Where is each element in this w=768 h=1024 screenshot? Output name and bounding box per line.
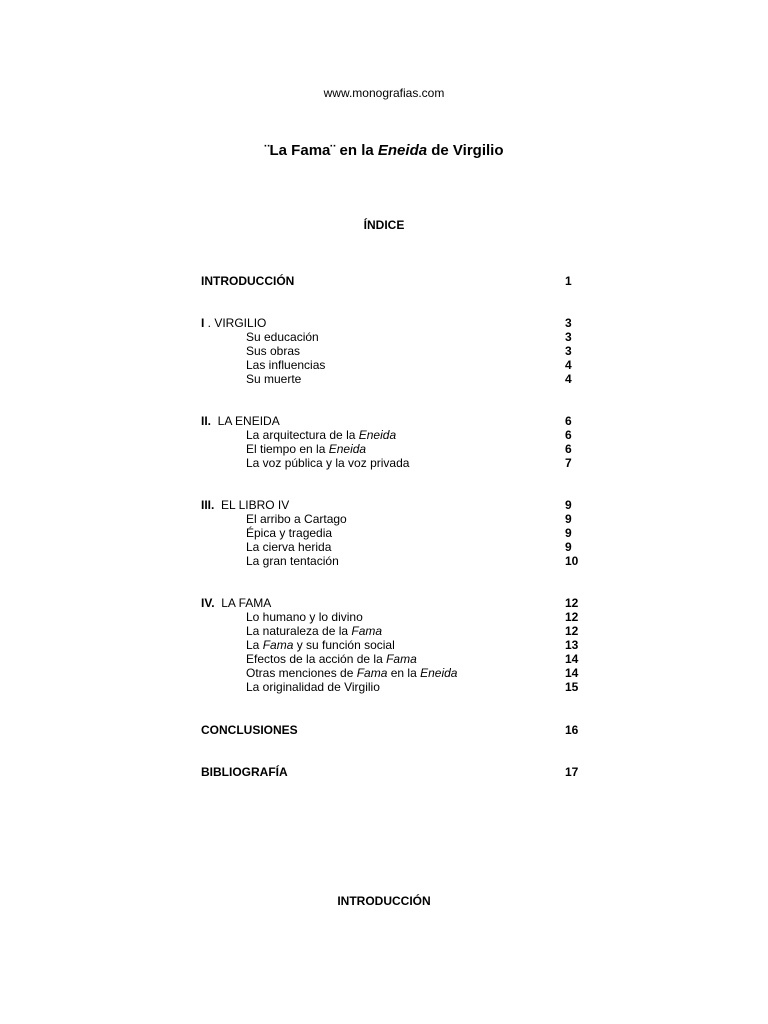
text-part: La arquitectura de la	[246, 428, 359, 442]
italic-part: Fama	[356, 666, 388, 680]
toc-subentry	[201, 456, 591, 470]
toc-subentry	[201, 330, 591, 344]
toc-entry-libro-iv	[201, 498, 591, 512]
toc-subentry	[201, 344, 591, 358]
toc-entry-page: 17	[565, 765, 579, 779]
toc-subentry-page: 9	[565, 540, 572, 554]
toc-entry-bibliografia	[201, 765, 591, 779]
toc-subentry-label: Lo humano y lo divino	[246, 610, 363, 624]
toc-subentry-label	[246, 652, 417, 666]
toc-entry-label	[201, 498, 289, 512]
italic-part: Eneida	[328, 442, 367, 456]
toc-subentry	[201, 554, 591, 568]
toc-subentry-label	[246, 666, 457, 680]
toc-subentry-label: El arribo a Cartago	[246, 512, 347, 526]
section-number: III.	[201, 498, 215, 512]
toc-entry-page: 12	[565, 596, 579, 610]
text-part: y su función social	[293, 638, 395, 652]
toc-entry-page: 6	[565, 414, 572, 428]
toc-subentry-page: 13	[565, 638, 579, 652]
italic-part: Eneida	[420, 666, 458, 680]
toc-entry-eneida	[201, 414, 591, 428]
document-title	[0, 142, 768, 159]
toc-subentry-page: 14	[565, 666, 579, 680]
toc-entry-label: BIBLIOGRAFÍA	[201, 765, 288, 779]
toc-section-virgilio	[201, 316, 591, 386]
toc-subentry-page: 6	[565, 442, 572, 456]
toc-entry-label	[201, 316, 266, 330]
toc-subentry-page: 15	[565, 680, 579, 694]
title-suffix: de Virgilio	[427, 142, 504, 159]
toc-section-libro-iv	[201, 498, 591, 568]
text-part: La naturaleza de la	[246, 624, 352, 638]
toc-subentry-page: 4	[565, 372, 572, 386]
index-heading: ÍNDICE	[363, 218, 405, 232]
section-number: IV.	[201, 596, 215, 610]
toc-subentry-label: La voz pública y la voz privada	[246, 456, 410, 470]
toc-entry-page: 3	[565, 316, 572, 330]
toc-subentry-label	[246, 624, 382, 638]
toc-entry-page: 1	[565, 274, 572, 288]
title-italic: Eneida	[377, 142, 428, 159]
toc-entry-label	[201, 414, 280, 428]
toc-section-la-fama	[201, 596, 591, 694]
toc-subentry-page: 7	[565, 456, 572, 470]
site-url: www.monografias.com	[323, 86, 445, 100]
toc-section-eneida	[201, 414, 591, 470]
toc-subentry-label: Épica y tragedia	[246, 526, 333, 540]
section-number: II.	[201, 414, 212, 428]
title-prefix: ¨La Fama¨ en la	[264, 142, 378, 159]
toc-subentry-label: La cierva herida	[246, 540, 332, 554]
text-part: Efectos de la acción de la	[246, 652, 387, 666]
toc-subentry-page: 3	[565, 330, 572, 344]
toc-subentry-label	[246, 428, 396, 442]
toc-subentry	[201, 372, 591, 386]
toc-entry-conclusiones	[201, 723, 591, 737]
toc-entry-la-fama	[201, 596, 591, 610]
toc-subentry-label: Su muerte	[246, 372, 302, 386]
toc-section-introduccion	[201, 274, 591, 288]
toc-entry-label: CONCLUSIONES	[201, 723, 298, 737]
toc-subentry-page: 9	[565, 526, 572, 540]
toc-subentry-page: 9	[565, 512, 572, 526]
italic-part: Eneida	[358, 428, 397, 442]
section-title: LA ENEIDA	[211, 414, 280, 428]
toc-subentry	[201, 512, 591, 526]
toc-subentry-label: La gran tentación	[246, 554, 339, 568]
introduction-heading: INTRODUCCIÓN	[337, 894, 431, 908]
italic-part: Fama	[262, 638, 294, 652]
text-part: El tiempo en la	[246, 442, 329, 456]
toc-entry-introduccion	[201, 274, 591, 288]
toc-subentry	[201, 652, 591, 666]
toc-subentry	[201, 540, 591, 554]
section-number: I	[201, 316, 205, 330]
toc-subentry-label: Su educación	[246, 330, 319, 344]
section-title: EL LIBRO IV	[214, 498, 290, 512]
toc-subentry	[201, 624, 591, 638]
toc-subentry-label: Sus obras	[246, 344, 301, 358]
toc-subentry-page: 12	[565, 624, 579, 638]
toc-subentry-page: 3	[565, 344, 572, 358]
toc-entry-page: 16	[565, 723, 579, 737]
toc-subentry-label: La originalidad de Virgilio	[246, 680, 380, 694]
italic-part: Fama	[386, 652, 417, 666]
toc-section-bibliografia	[201, 765, 591, 779]
toc-subentry	[201, 666, 591, 680]
section-title: LA FAMA	[214, 596, 272, 610]
toc-subentry	[201, 358, 591, 372]
toc-subentry-label	[246, 638, 395, 652]
toc-subentry	[201, 428, 591, 442]
toc-entry-virgilio	[201, 316, 591, 330]
toc-subentry-label: Las influencias	[246, 358, 326, 372]
toc-subentry-page: 10	[565, 554, 579, 568]
toc-entry-label	[201, 596, 271, 610]
toc-subentry-page: 12	[565, 610, 579, 624]
text-part: La	[246, 638, 263, 652]
toc-subentry-page: 14	[565, 652, 579, 666]
toc-section-conclusiones	[201, 723, 591, 737]
toc-subentry	[201, 680, 591, 694]
italic-part: Fama	[351, 624, 383, 638]
toc-subentry-page: 4	[565, 358, 572, 372]
toc-entry-page: 9	[565, 498, 572, 512]
toc-entry-label: INTRODUCCIÓN	[201, 274, 295, 288]
text-part: Otras menciones de	[246, 666, 357, 680]
toc-subentry	[201, 638, 591, 652]
section-title: . VIRGILIO	[204, 316, 267, 330]
toc-subentry-page: 6	[565, 428, 572, 442]
toc-subentry	[201, 442, 591, 456]
text-part: en la	[387, 666, 421, 680]
toc-subentry	[201, 610, 591, 624]
toc-subentry	[201, 526, 591, 540]
toc-subentry-label	[246, 442, 366, 456]
